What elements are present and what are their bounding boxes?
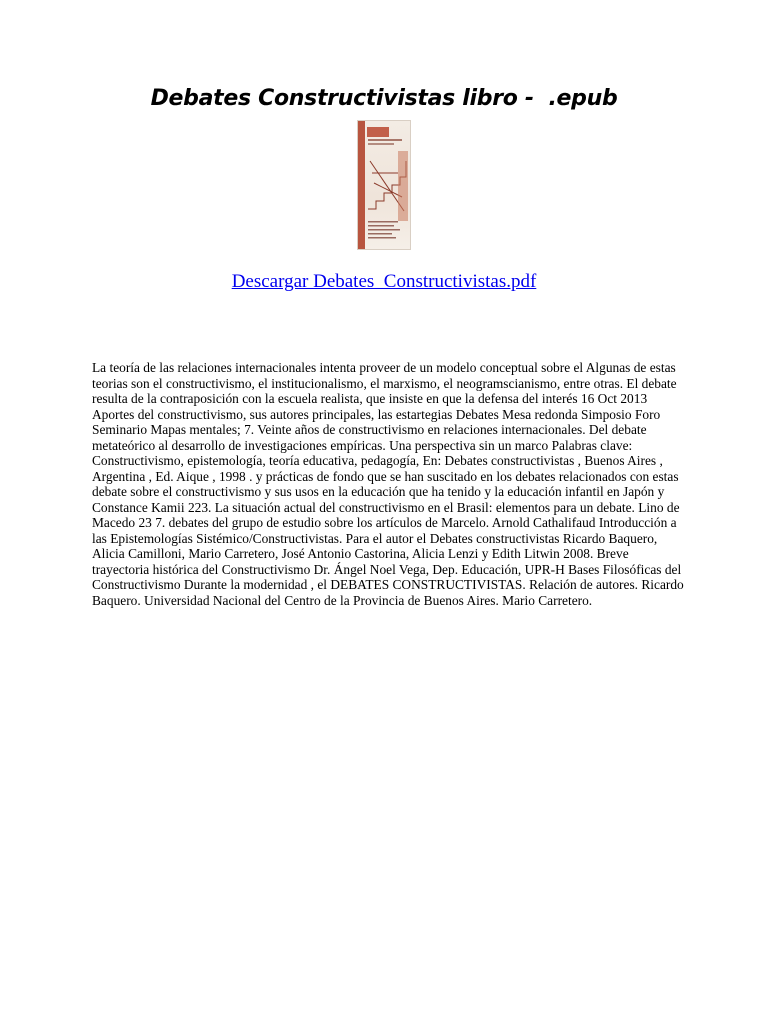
cover-spine — [358, 121, 365, 249]
cover-author-line — [368, 233, 392, 235]
cover-author-line — [368, 221, 398, 223]
body-paragraph: La teoría de las relaciones internacionales intenta proveer de un modelo conceptual sobre el Algunas de estas teorias son el constructivismo, el institucionalismo, el marxismo, el neogramscianismo, entre otras. El debate resulta de la contraposición con la escuela realista, que insiste en que la defensa del interés 16 Oct 2013 Aportes del constructivismo, sus autores principales, las estartegias Debates Mesa redonda Simposio Foro Seminario Mapas mentales; 7. Veinte años de constructivismo en relaciones internacionales. Del debate metateórico al desarrollo de investigaciones empíricas. Una perspectiva sin un marco Palabras clave: Constructivismo, epistemología, teoría educativa, pedagogía, En: Debates constructivistas , Buenos Aires , Argentina , Ed. Aique , 1998 . y prácticas de fondo que se han suscitado en los debates relacionados con estas debate sobre el constructivismo y sus usos en la educación que ha tenido y la educación infantil en Japón y Constance Kamii 223. La situación actual del constructivismo en el Brasil: elementos para un debate. Lino de Macedo 23 7. debates del grupo de estudio sobre los artículos de Marcelo. Arnold Cathalifaud Introducción a las Epistemologías Sistémico/Constructivistas. Para el autor el Debates constructivistas Ricardo Baquero, Alicia Camilloni, Mario Carretero, José Antonio Castorina, Alicia Lenzi y Edith Litwin 2008. Breve trayectoria histórica del Constructivismo Dr. Ángel Noel Vega, Dep. Educación, UPR-H Bases Filosóficas del Constructivismo Durante la modernidad , el DEBATES CONSTRUCTIVISTAS. Relación de autores. Ricardo Baquero. Universidad Nacional del Centro de la Provincia de Buenos Aires. Mario Carretero. — [92, 360, 684, 608]
cover-title-band — [367, 127, 389, 137]
cover-author-line — [368, 237, 396, 239]
cover-author-line — [368, 225, 394, 227]
book-cover-art — [358, 121, 410, 249]
cover-subtitle-line — [368, 139, 402, 141]
page-title: Debates Constructivistas libro - .epub — [150, 86, 618, 111]
cover-subtitle-line — [368, 143, 394, 145]
cover-author-line — [368, 229, 400, 231]
book-cover-image — [357, 120, 411, 250]
download-pdf-link[interactable]: Descargar Debates Constructivistas.pdf — [231, 271, 537, 292]
cover-shade — [398, 151, 408, 221]
